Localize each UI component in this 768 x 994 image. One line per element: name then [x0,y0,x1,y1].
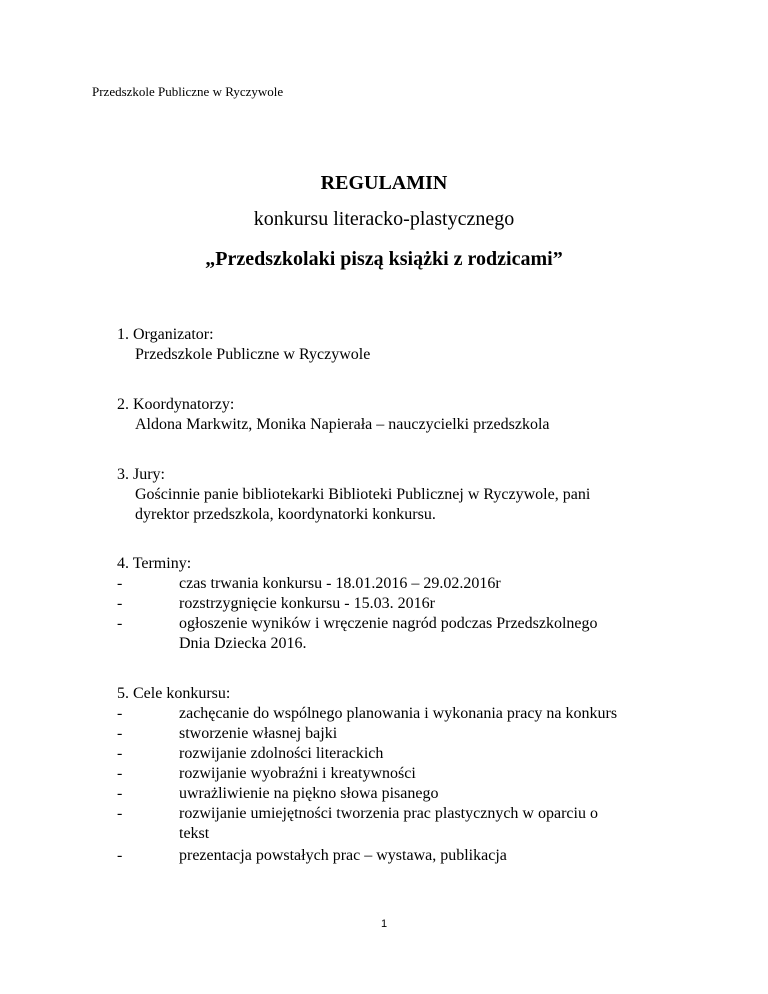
document-subtitle: konkursu literacko-plastycznego [253,208,515,230]
list-dash: - [117,745,123,762]
section-2-heading: 2. Koordynatorzy: [117,396,235,413]
section-4-heading: 4. Terminy: [117,555,192,572]
list-dash: - [117,705,123,722]
contest-title: „Przedszkolaki piszą książki z rodzicami” [205,248,563,270]
list-item: uwrażliwienie na piękno słowa pisanego [179,785,439,802]
document-title: REGULAMIN [320,172,448,194]
list-dash: - [117,575,123,592]
list-item: ogłoszenie wyników i wręczenie nagród podczas Przedszkolnego [179,615,598,632]
section-3-line: dyrektor przedszkola, koordynatorki konkursu. [135,506,436,523]
page-number: 1 [380,918,388,930]
list-item-continuation: tekst [179,825,210,842]
section-2-line: Aldona Markwitz, Monika Napierała – nauczycielki przedszkola [135,416,550,433]
page-header: Przedszkole Publiczne w Ryczywole [92,84,284,99]
section-5-heading: 5. Cele konkursu: [117,685,231,702]
list-item: czas trwania konkursu - 18.01.2016 – 29.02.2016r [179,575,501,592]
list-dash: - [117,725,123,742]
list-item: rozwijanie umiejętności tworzenia prac plastycznych w oparciu o [179,805,598,822]
list-item-continuation: Dnia Dziecka 2016. [179,635,307,652]
list-item: zachęcanie do wspólnego planowania i wykonania pracy na konkurs [179,705,618,722]
section-3-line: Gościnnie panie bibliotekarki Biblioteki Publicznej w Ryczywole, pani [135,486,591,503]
list-dash: - [117,847,123,864]
list-dash: - [117,765,123,782]
list-item: prezentacja powstałych prac – wystawa, publikacja [179,847,507,864]
list-dash: - [117,785,123,802]
section-1-line: Przedszkole Publiczne w Ryczywole [135,346,371,363]
list-item: rozwijanie zdolności literackich [179,745,384,762]
section-3-heading: 3. Jury: [117,466,165,483]
list-dash: - [117,615,123,632]
list-dash: - [117,805,123,822]
list-item: rozstrzygnięcie konkursu - 15.03. 2016r [179,595,435,612]
list-item: stworzenie własnej bajki [179,725,338,742]
section-1-heading: 1. Organizator: [117,326,214,343]
list-item: rozwijanie wyobraźni i kreatywności [179,765,416,782]
list-dash: - [117,595,123,612]
